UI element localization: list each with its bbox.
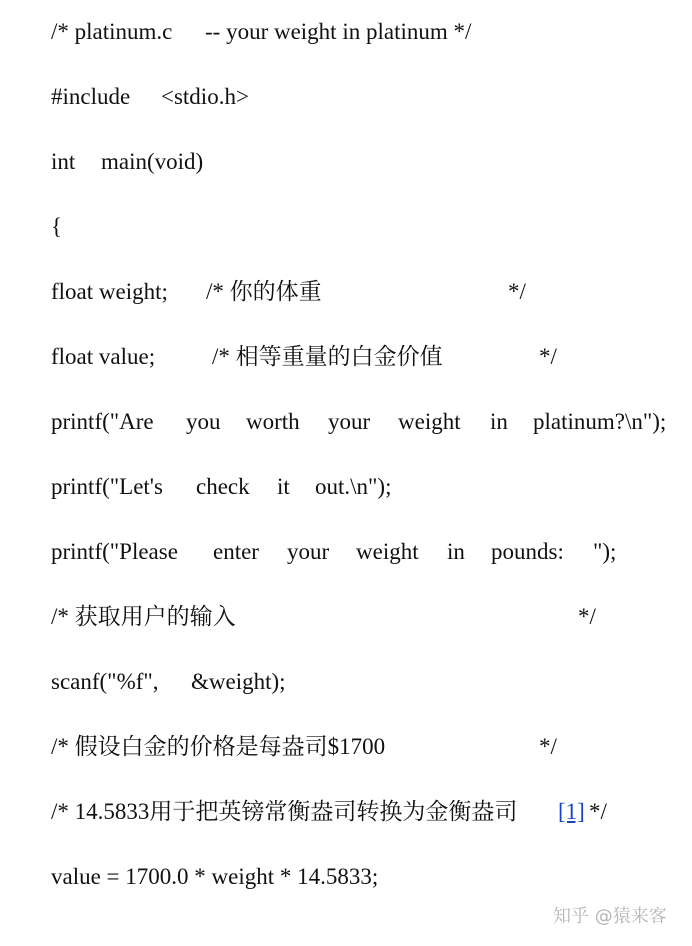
code-token: your — [328, 409, 371, 434]
code-token: scanf("%f", — [51, 669, 159, 694]
code-token: int — [51, 149, 76, 174]
code-token: you — [186, 409, 221, 434]
code-token: in — [490, 409, 508, 434]
zhihu-watermark: 知乎 @猿来客 — [553, 906, 667, 927]
code-comment: /* 假设白金的价格是每盎司$1700 — [51, 734, 386, 759]
code-token: worth — [246, 409, 300, 434]
code-token: value = 1700.0 * weight * 14.5833; — [51, 864, 379, 889]
code-token: printf("Are — [51, 409, 154, 434]
code-token: it — [277, 474, 290, 499]
code-token: float value; — [51, 344, 156, 369]
code-comment: /* platinum.c — [51, 19, 173, 44]
code-token: weight — [398, 409, 461, 434]
code-token: weight — [356, 539, 419, 564]
code-token: main(void) — [101, 149, 204, 174]
code-comment: */ — [539, 344, 557, 369]
code-token: your — [287, 539, 330, 564]
code-token: #include — [51, 84, 131, 109]
code-comment: -- your weight in platinum */ — [205, 19, 472, 44]
code-token: pounds: — [491, 539, 564, 564]
code-token: { — [51, 214, 63, 239]
code-comment: */ — [508, 279, 526, 304]
code-token: <stdio.h> — [161, 84, 249, 109]
code-comment: */ — [578, 604, 596, 629]
code-token: in — [447, 539, 465, 564]
footnote-reference-link[interactable]: [1] — [558, 799, 585, 824]
code-comment: /* 14.5833用于把英镑常衡盎司转换为金衡盎司 — [51, 799, 518, 824]
code-comment: */ — [589, 799, 607, 824]
code-token: "); — [593, 539, 617, 564]
code-token: check — [196, 474, 250, 499]
code-token: float weight; — [51, 279, 168, 304]
code-token: enter — [213, 539, 259, 564]
code-comment: /* 你的体重 — [206, 279, 322, 304]
code-comment: */ — [539, 734, 557, 759]
code-comment: /* 相等重量的白金价值 — [212, 344, 443, 369]
code-comment: /* 获取用户的输入 — [51, 604, 236, 629]
code-token: &weight); — [191, 669, 286, 694]
code-token: platinum?\n"); — [533, 409, 667, 434]
code-token: printf("Let's — [51, 474, 163, 499]
code-token: out.\n"); — [315, 474, 392, 499]
code-token: printf("Please — [51, 539, 178, 564]
